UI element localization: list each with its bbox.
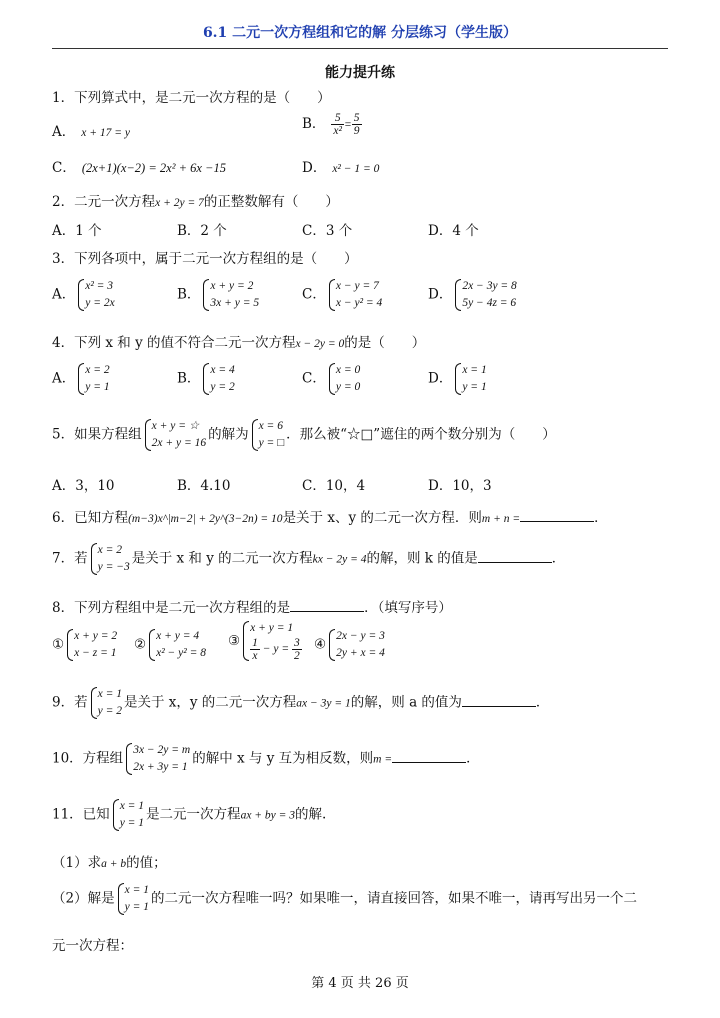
option-label: A．	[52, 370, 76, 387]
q9-stem	[52, 686, 549, 720]
stem-text: 的是（ ）	[344, 335, 426, 351]
math-expr: (2x+1)(x−2) = 2x² + 6x −15	[81, 161, 226, 175]
option-label: C．	[302, 286, 326, 303]
equation: x = 0	[335, 364, 361, 376]
q3-option-c	[302, 278, 384, 312]
stem-text: ．	[535, 694, 550, 711]
math-expr: x − 2y = 0	[295, 338, 345, 350]
stem-text: 7．若	[52, 550, 88, 567]
q8-option-4	[314, 628, 387, 662]
equation: y = □	[258, 437, 285, 449]
equation: x + y = 4	[156, 630, 200, 642]
equation-system	[202, 362, 234, 396]
answer-blank[interactable]	[290, 599, 364, 612]
equation: x = 2	[85, 364, 110, 376]
q5-option-a: A．3，10	[52, 478, 115, 494]
stem-text: 是关于 x、y 的二元一次方程．则	[282, 510, 482, 526]
option-label: ①	[52, 636, 65, 653]
equation: x − y² = 4	[335, 297, 383, 309]
q7-stem	[52, 542, 565, 576]
equation-system	[242, 620, 302, 662]
equation: y = 1	[119, 817, 145, 829]
equation: 2x − y = 3	[336, 630, 385, 642]
equation: x − y = 7	[335, 280, 379, 292]
equation: x = 4	[210, 364, 235, 376]
equation	[250, 637, 302, 662]
option-label: B．	[177, 370, 201, 387]
stem-text: （2）解是	[52, 890, 115, 907]
equation: x + y = ☆	[151, 420, 200, 432]
math-expr: (m−3)x^|m−2| + 2y^(3−2n) = 10	[128, 513, 283, 525]
equation-system	[454, 278, 516, 312]
stem-text: 6．已知方程	[52, 510, 129, 526]
equation: x = 1	[97, 688, 122, 700]
equation: x + y = 1	[250, 622, 294, 634]
answer-blank[interactable]	[520, 509, 594, 522]
stem-text: 的解，则 a 的值为	[350, 694, 462, 711]
equation: y = 0	[335, 381, 361, 393]
stem-text: ．（填写序号）	[364, 600, 452, 616]
q5-option-d: D．10，3	[428, 478, 492, 494]
math-expr: kx − 2y = 4	[312, 553, 367, 566]
equation-system	[77, 278, 114, 312]
equation: 2x − 3y = 8	[462, 280, 517, 292]
stem-text: ．	[551, 550, 566, 567]
stem-text: 2．二元一次方程	[52, 194, 156, 210]
equation-system	[90, 686, 122, 720]
math-expr: x + 2y = 7	[155, 197, 204, 209]
stem-text: 的解中 x 与 y 互为相反数，则	[192, 750, 374, 767]
equals-sign: =	[343, 119, 352, 131]
math-expr: ax + by = 3	[240, 809, 296, 822]
answer-blank[interactable]	[392, 750, 466, 763]
stem-text: 的解，则 k 的值是	[366, 550, 478, 567]
option-label: C．	[302, 370, 326, 387]
equation: y = 2x	[85, 297, 115, 309]
stem-text: 8．下列方程组中是二元一次方程组的是	[52, 600, 291, 616]
q2-option-c: C．3 个	[302, 223, 353, 239]
stem-text: 的解.	[295, 806, 327, 823]
math-expr: a + b	[101, 858, 127, 870]
page-footer: 第 4 页 共 26 页	[311, 976, 409, 991]
equation-system	[77, 362, 109, 396]
q3-option-d	[428, 278, 519, 312]
q2-stem	[52, 190, 339, 210]
equation: x = 2	[97, 544, 122, 556]
math-expr: x + 17 = y	[81, 127, 130, 139]
denominator: x	[252, 650, 258, 662]
document-header-title: 6.1 二元一次方程组和它的解 分层练习（学生版）	[202, 25, 518, 41]
stem-text: 5．如果方程组	[52, 426, 142, 443]
stem-text: 4．下列 x 和 y 的值不符合二元一次方程	[52, 335, 296, 351]
q4-stem	[52, 331, 425, 351]
q2-option-a: A．1 个	[52, 223, 102, 239]
equation-system	[144, 418, 206, 452]
q11-part1	[52, 851, 167, 871]
q8-option-1	[52, 628, 119, 662]
q8-option-3	[228, 620, 304, 662]
equation: y = 1	[85, 381, 110, 393]
equation: y = −3	[97, 561, 130, 573]
q8-stem	[52, 596, 452, 616]
denominator: x²	[333, 125, 342, 137]
equation-system	[90, 542, 130, 576]
answer-blank[interactable]	[462, 694, 536, 707]
equation-system	[251, 418, 285, 452]
q3-option-b	[177, 278, 261, 312]
q4-option-c	[302, 362, 362, 396]
q11-part2	[52, 882, 637, 916]
equation: x + y = 2	[210, 280, 254, 292]
q1-stem: 1．下列算式中，是二元一次方程的是（ ）	[52, 90, 331, 106]
stem-text: （1）求	[52, 855, 102, 871]
option-label: A．	[52, 124, 76, 140]
equation: 2x + 3y = 1	[133, 761, 188, 773]
q8-option-2	[134, 628, 208, 662]
fraction	[331, 112, 344, 137]
math-expr: ax − 3y = 1	[296, 697, 351, 710]
equation: 5y − 4z = 6	[462, 297, 517, 309]
equation: x² − y² = 8	[156, 647, 206, 659]
stem-text: 的值；	[126, 855, 167, 871]
q2-option-d: D．4 个	[428, 223, 479, 239]
q6-stem	[52, 506, 608, 526]
fraction	[292, 637, 302, 662]
option-label: A．	[52, 286, 76, 303]
equation: y = 1	[462, 381, 487, 393]
stem-text: ．	[466, 750, 480, 767]
option-label: D．	[302, 160, 327, 176]
q3-stem: 3．下列各项中，属于二元一次方程组的是（ ）	[52, 251, 358, 267]
option-label: ②	[134, 636, 147, 653]
equation: 2y + x = 4	[336, 647, 385, 659]
stem-text: 的二元一次方程唯一吗？如果唯一，请直接回答，如果不唯一，请再写出另一个二	[150, 890, 637, 907]
option-label: ③	[228, 633, 241, 649]
q1-option-a	[52, 120, 130, 140]
q10-stem	[52, 742, 480, 776]
stem-text: ．	[594, 510, 608, 526]
equation-system	[202, 278, 259, 312]
equation-system	[328, 628, 385, 662]
equation-system	[125, 742, 190, 776]
stem-text: 10．方程组	[52, 750, 124, 767]
stem-text: 的解为	[208, 426, 249, 443]
q4-option-a	[52, 362, 112, 396]
equation-system	[117, 882, 149, 916]
fraction	[352, 112, 362, 137]
stem-text: 的正整数解有（ ）	[203, 194, 339, 210]
option-label: D．	[428, 370, 453, 387]
equation: x = 1	[119, 800, 145, 812]
math-expr: m =	[373, 753, 393, 766]
option-label: B．	[302, 116, 326, 132]
header-divider	[52, 48, 668, 49]
equation-system	[112, 798, 144, 832]
equation: x = 1	[124, 884, 149, 896]
numerator: 5	[331, 112, 344, 125]
equation: x = 1	[462, 364, 487, 376]
equation: y = 1	[124, 901, 149, 913]
stem-text: 是关于 x 和 y 的二元一次方程	[131, 550, 313, 567]
equation-system	[328, 362, 360, 396]
stem-text: 是二元一次方程	[146, 806, 241, 823]
stem-text: ．那么被“☆□”遮住的两个数分别为（ ）	[286, 426, 556, 443]
numerator: 3	[293, 637, 300, 649]
equation-system	[66, 628, 117, 662]
math-expr: − y =	[259, 643, 292, 656]
equation-system	[328, 278, 382, 312]
stem-text: 9．若	[52, 694, 88, 711]
q5-option-b: B．4.10	[177, 478, 231, 494]
equation: 3x + y = 5	[210, 297, 260, 309]
equation-system	[148, 628, 206, 662]
q11-stem	[52, 798, 326, 832]
option-label: C．	[52, 160, 76, 176]
stem-text: 是关于 x，y 的二元一次方程	[123, 694, 297, 711]
equation: 2x + y = 16	[151, 437, 207, 449]
numerator: 5	[353, 112, 360, 124]
answer-blank[interactable]	[478, 550, 552, 563]
equation-system	[454, 362, 486, 396]
stem-text: 11．已知	[52, 806, 110, 823]
q4-option-b	[177, 362, 237, 396]
equation: x = 6	[258, 420, 283, 432]
equation: x − z = 1	[74, 647, 117, 659]
option-label: B．	[177, 286, 201, 303]
q11-part2-continued: 元一次方程：	[52, 938, 133, 954]
section-title: 能力提升练	[325, 65, 395, 81]
q2-option-b: B．2 个	[177, 223, 227, 239]
q5-option-c: C．10，4	[302, 478, 366, 494]
equation: x² = 3	[85, 280, 114, 292]
equation: x + y = 2	[74, 630, 118, 642]
equation: y = 2	[210, 381, 235, 393]
denominator: 9	[353, 125, 360, 137]
option-label: ④	[314, 636, 327, 653]
q4-option-d	[428, 362, 489, 396]
q3-option-a	[52, 278, 117, 312]
option-label: D．	[428, 286, 453, 303]
fraction	[250, 637, 260, 662]
denominator: 2	[293, 650, 300, 662]
equation: y = 2	[97, 705, 122, 717]
q1-option-c	[52, 156, 226, 176]
equation: 3x − 2y = m	[133, 744, 191, 756]
numerator: 1	[252, 637, 258, 649]
q1-option-d	[302, 156, 379, 176]
q1-option-b	[302, 112, 362, 137]
q5-stem	[52, 418, 556, 452]
math-expr: m + n =	[481, 513, 521, 525]
math-expr: x² − 1 = 0	[332, 163, 380, 175]
